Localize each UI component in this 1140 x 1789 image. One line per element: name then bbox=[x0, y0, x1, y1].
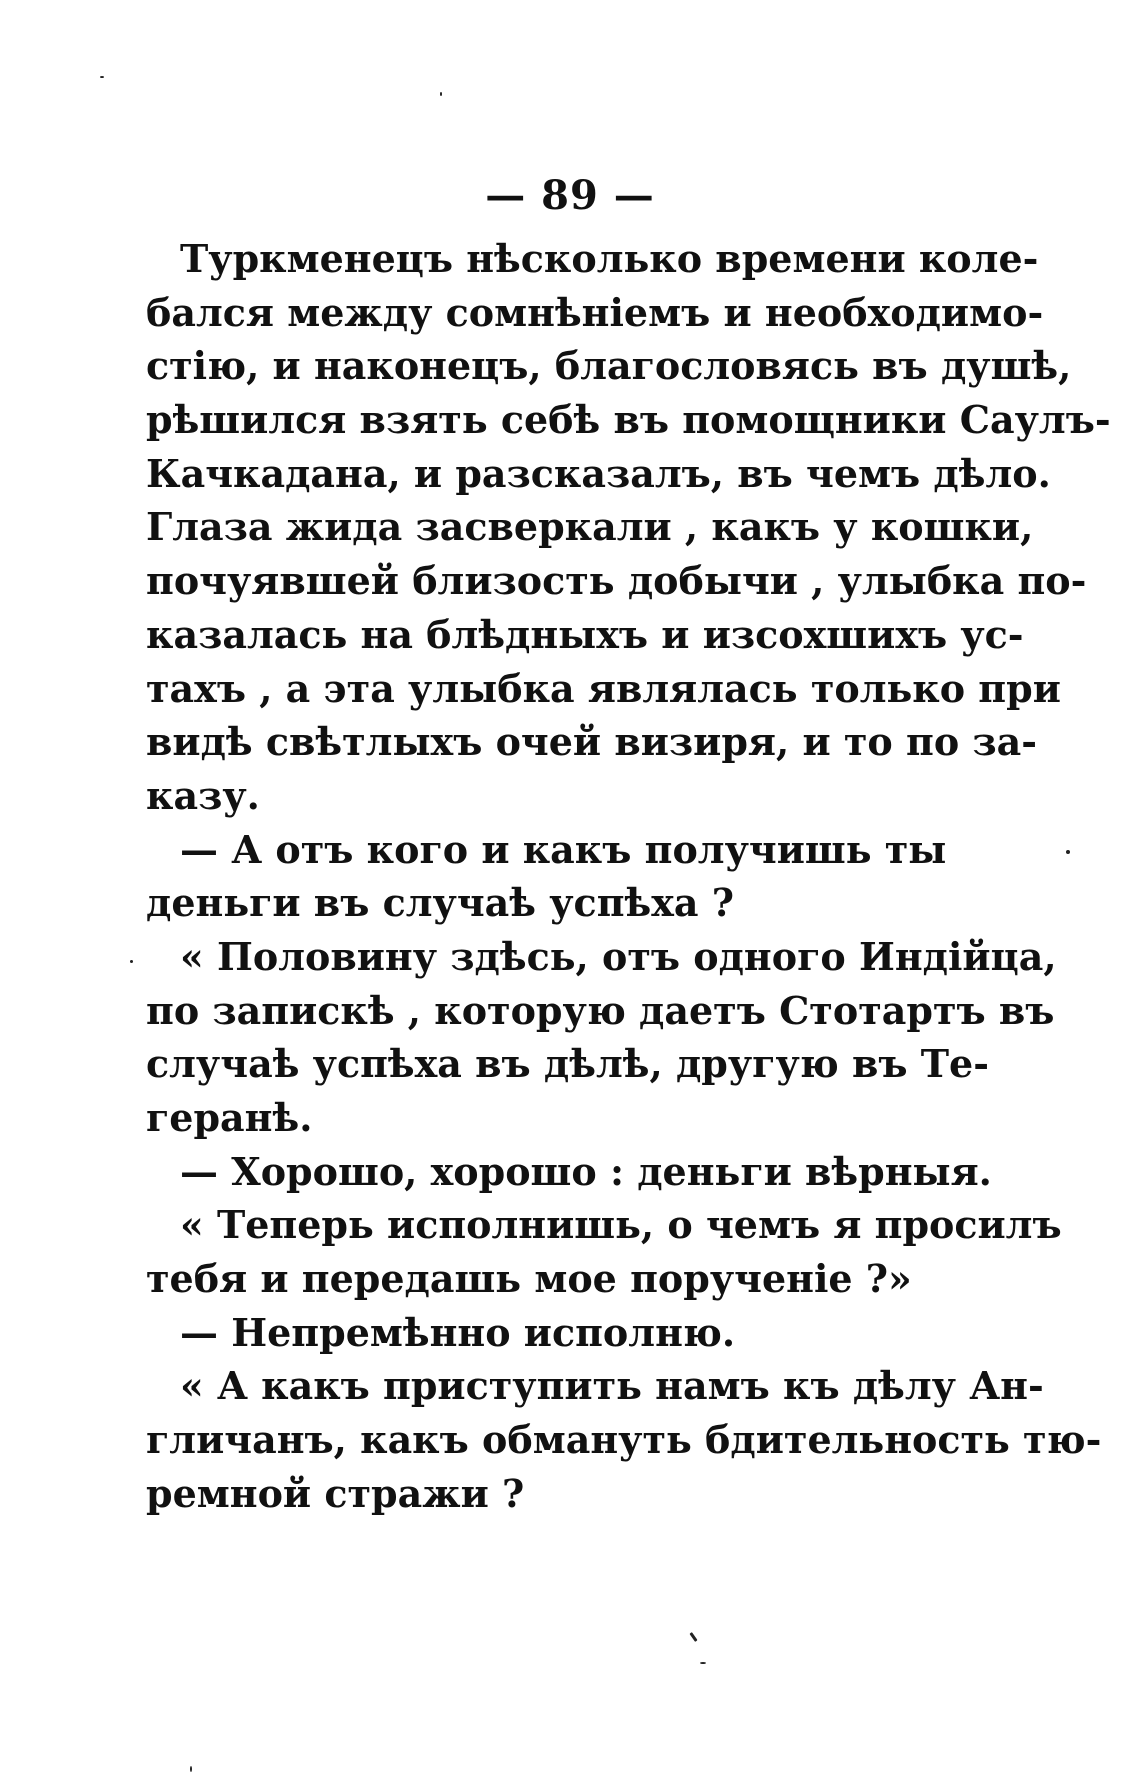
scan-speck bbox=[689, 1632, 697, 1642]
text-line: деньги въ случаѣ успѣха ? bbox=[146, 880, 734, 926]
scan-speck bbox=[190, 1766, 192, 1772]
text-line: казу. bbox=[146, 772, 260, 818]
text-line: — А отъ кого и какъ получишь ты bbox=[180, 826, 947, 872]
text-line: случаѣ успѣха въ дѣлѣ, другую въ Те- bbox=[146, 1041, 989, 1087]
text-line: гличанъ, какъ обмануть бдительность тю- bbox=[146, 1417, 1102, 1463]
text-line: « А какъ приступить намъ къ дѣлу Ан- bbox=[180, 1363, 1044, 1409]
text-line: Качкадана, и разсказалъ, въ чемъ дѣло. bbox=[146, 450, 1051, 496]
text-line: тебя и передашь мое порученіе ?» bbox=[146, 1256, 912, 1302]
scan-speck bbox=[100, 76, 104, 78]
text-line: « Половину здѣсь, отъ одного Индійца, bbox=[180, 933, 1057, 979]
scan-speck bbox=[1066, 850, 1070, 854]
text-line: тахъ , а эта улыбка являлась только при bbox=[146, 665, 1061, 711]
text-line: по запискѣ , которую даетъ Стотартъ въ bbox=[146, 987, 1055, 1033]
scan-speck bbox=[130, 960, 133, 963]
text-line: бался между сомнѣніемъ и необходимо- bbox=[146, 289, 1044, 335]
text-line: — Непремѣнно исполню. bbox=[180, 1309, 736, 1355]
text-line: ремной стражи ? bbox=[146, 1470, 525, 1516]
scan-speck bbox=[440, 92, 442, 96]
text-line: почуявшей близость добычи , улыбка по- bbox=[146, 558, 1087, 604]
text-line: стію, и наконецъ, благословясь въ душѣ, bbox=[146, 343, 1072, 389]
text-line: « Теперь исполнишь, о чемъ я просилъ bbox=[180, 1202, 1062, 1248]
text-line: геранѣ. bbox=[146, 1095, 313, 1140]
scan-speck bbox=[700, 1662, 706, 1664]
text-line: Туркменецъ нѣсколько времени коле- bbox=[180, 236, 1039, 281]
page-number: — 89 — bbox=[485, 172, 655, 219]
text-line: казалась на блѣдныхъ и изсохшихъ ус- bbox=[146, 611, 1024, 657]
text-line: Глаза жида засверкали , какъ у кошки, bbox=[146, 504, 1034, 550]
text-line: видѣ свѣтлыхъ очей визиря, и то по за- bbox=[146, 719, 1038, 765]
text-line: — Хорошо, хорошо : деньги вѣрныя. bbox=[180, 1148, 992, 1194]
text-line: рѣшился взять себѣ въ помощники Саулъ- bbox=[146, 397, 1111, 443]
body-text bbox=[146, 232, 1111, 1521]
